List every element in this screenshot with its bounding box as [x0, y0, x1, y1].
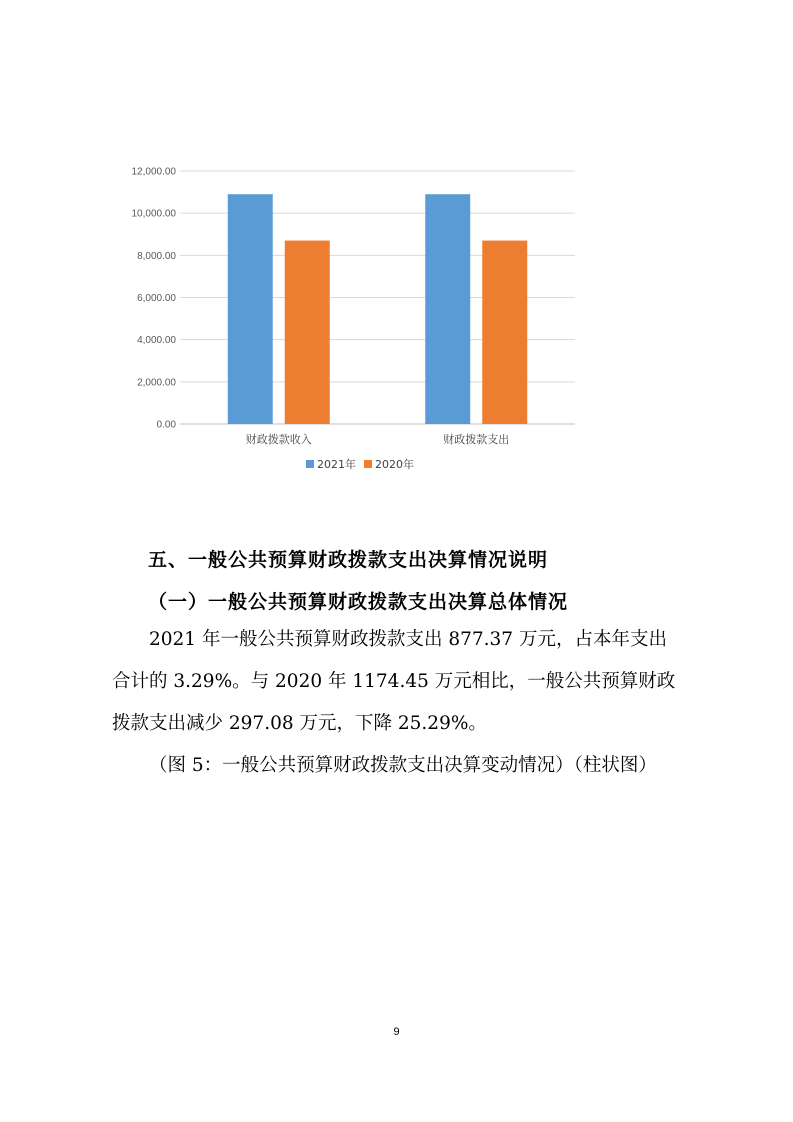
y-tick-label: 10,000.00: [131, 208, 176, 220]
y-tick-label: 8,000.00: [137, 250, 176, 262]
legend-label: 2020年: [375, 458, 414, 471]
y-tick-label: 6,000.00: [137, 293, 176, 304]
bar-chart: [110, 160, 590, 490]
section-heading: 五、一般公共预算财政拨款支出决算情况说明: [148, 549, 549, 571]
category-label: 财政拨款收入: [245, 433, 312, 446]
bar: [425, 194, 470, 424]
category-label: 财政拨款支出: [443, 433, 510, 446]
legend-swatch: [364, 460, 372, 468]
section-subheading: （一）一般公共预算财政拨款支出决算总体情况: [148, 591, 569, 613]
chart-canvas: [110, 160, 590, 490]
legend-label: 2021年: [317, 458, 356, 471]
y-tick-label: 12,000.00: [131, 166, 176, 178]
bar: [482, 241, 527, 424]
bar: [285, 241, 330, 424]
y-tick-label: 2,000.00: [137, 377, 176, 389]
figure-caption: （图 5：一般公共预算财政拨款支出决算变动情况）（柱状图）: [149, 755, 657, 776]
page-number: 9: [393, 1026, 400, 1038]
y-tick-label: 4,000.00: [137, 335, 176, 347]
legend-swatch: [306, 460, 314, 468]
body-paragraph: 2021 年一般公共预算财政拨款支出 877.37 万元，占本年支出合计的 3.29%。与 2020 年 1174.45 万元相比，一般公共预算财政拨款支出减少 297.08 万元，下降 25.29%。: [112, 629, 676, 734]
y-tick-label: 0.00: [156, 419, 176, 431]
bar: [228, 194, 273, 424]
